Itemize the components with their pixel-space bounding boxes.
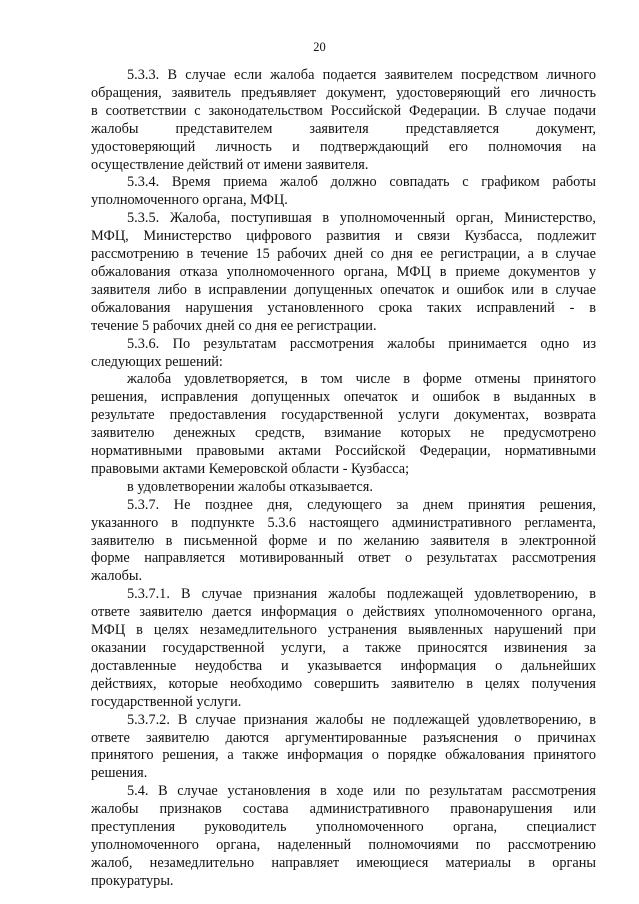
text-line: обжалования нарушения установленного срока таких исправлений - в [91, 299, 596, 316]
text-line: действиях, которые необходимо совершить заявителю в целях получения [91, 675, 596, 692]
text-line: 5.3.3. В случае если жалоба подается заявителем посредством личного [127, 67, 596, 83]
text-line: следующих решений: [91, 353, 223, 370]
text-line: 5.3.7.1. В случае признания жалобы подлежащей удовлетворению, в [127, 586, 596, 603]
text-line: течение 5 рабочих дней со дня ее регистрации. [91, 317, 377, 334]
text-line: доставленные неудобства и указывается информация о дальнейших [91, 657, 596, 674]
text-line: заявителю денежных средств, взимание которых не предусмотрено [91, 425, 596, 442]
text-line: осуществление действий от имени заявителя. [91, 156, 369, 173]
text-line: правовыми актами Кемеровской области - Кузбасса; [91, 460, 410, 477]
paragraph-5-3-7-1 [91, 586, 596, 711]
text-line: 5.3.4. Время приема жалоб должно совпадать с графиком работы [127, 174, 596, 191]
document-body [91, 67, 596, 891]
text-line: 5.4. В случае установления в ходе или по результатам рассмотрения [127, 783, 596, 800]
text-line: 5.3.5. Жалоба, поступившая в уполномоченный орган, Министерство, [127, 210, 596, 227]
text-line: жалобы представителем заявителя представляется документ, [91, 120, 596, 137]
text-line: прокуратуры. [91, 872, 174, 889]
paragraph-5-3-6 [91, 336, 596, 372]
text-line: государственной услуги. [91, 693, 242, 710]
paragraph-refused [91, 479, 596, 497]
text-line: заявителя либо в исправлении допущенных опечаток и ошибок или в случае [91, 281, 596, 298]
text-line: в соответствии с законодательством Российской Федерации. В случае подачи [91, 102, 596, 119]
paragraph-5-3-4 [91, 174, 596, 210]
paragraph-5-3-7-2 [91, 712, 596, 784]
text-line: жалобы признаков состава административного правонарушения или [91, 801, 596, 818]
text-line: принятого решения, а также информация о порядке обжалования принятого [91, 747, 596, 764]
paragraph-5-3-5 [91, 210, 596, 335]
text-line: обжалования отказа уполномоченного органа, МФЦ в приеме документов у [91, 263, 596, 280]
text-line: результате предоставления государственной услуги документах, возврата [91, 407, 596, 424]
text-line: жалоба удовлетворяется, в том числе в форме отмены принятого [127, 371, 596, 388]
text-line: рассмотрению в течение 15 рабочих дней со дня ее регистрации, а в случае [91, 246, 596, 263]
text-line: 5.3.6. По результатам рассмотрения жалобы принимается одно из [127, 335, 596, 352]
paragraph-5-3-7 [91, 497, 596, 587]
paragraph-satisfied [91, 371, 596, 478]
text-line: нормативными правовыми актами Российской Федерации, нормативными [91, 443, 596, 460]
text-line: решения, исправления допущенных опечаток и ошибок в выданных в [91, 389, 596, 406]
text-line: обращения, заявитель предъявляет документ, удостоверяющий его личность [91, 84, 596, 101]
text-line: удостоверяющий личность и подтверждающий его полномочия на [91, 138, 596, 155]
text-line: жалобы. [91, 568, 143, 585]
text-line: МФЦ в целях незамедлительного устранения выявленных нарушений при [91, 622, 596, 639]
paragraph-5-4 [91, 783, 596, 890]
text-line: 5.3.7.2. В случае признания жалобы не подлежащей удовлетворению, в [127, 711, 596, 728]
text-line: в удовлетворении жалобы отказывается. [127, 478, 373, 495]
text-line: ответе заявителю даются аргументированные разъяснения о причинах [91, 729, 596, 746]
text-line: решения. [91, 765, 148, 782]
text-line: указанного в подпункте 5.3.6 настоящего административного регламента, [91, 514, 596, 531]
text-line: МФЦ, Министерство цифрового развития и связи Кузбасса, подлежит [91, 228, 596, 245]
text-line: жалоб, незамедлительно направляет имеющиеся материалы в органы [91, 854, 596, 871]
text-line: преступления руководитель уполномоченного органа, специалист [91, 819, 596, 836]
page-number: 20 [313, 40, 326, 54]
paragraph-5-3-3 [91, 67, 596, 174]
text-line: заявителю в письменной форме и по желанию заявителя в электронной [91, 532, 596, 549]
text-line: уполномоченного органа, МФЦ. [91, 192, 288, 209]
text-line: 5.3.7. Не позднее дня, следующего за днем принятия решения, [127, 496, 596, 513]
text-line: ответе заявителю дается информация о действиях уполномоченного органа, [91, 604, 596, 621]
text-line: оказании государственной услуги, а также приносятся извинения за [91, 640, 596, 656]
text-line: форме направляется мотивированный ответ о результатах рассмотрения [91, 550, 596, 567]
text-line: уполномоченного органа, наделенный полномочиями по рассмотрению [91, 836, 596, 853]
